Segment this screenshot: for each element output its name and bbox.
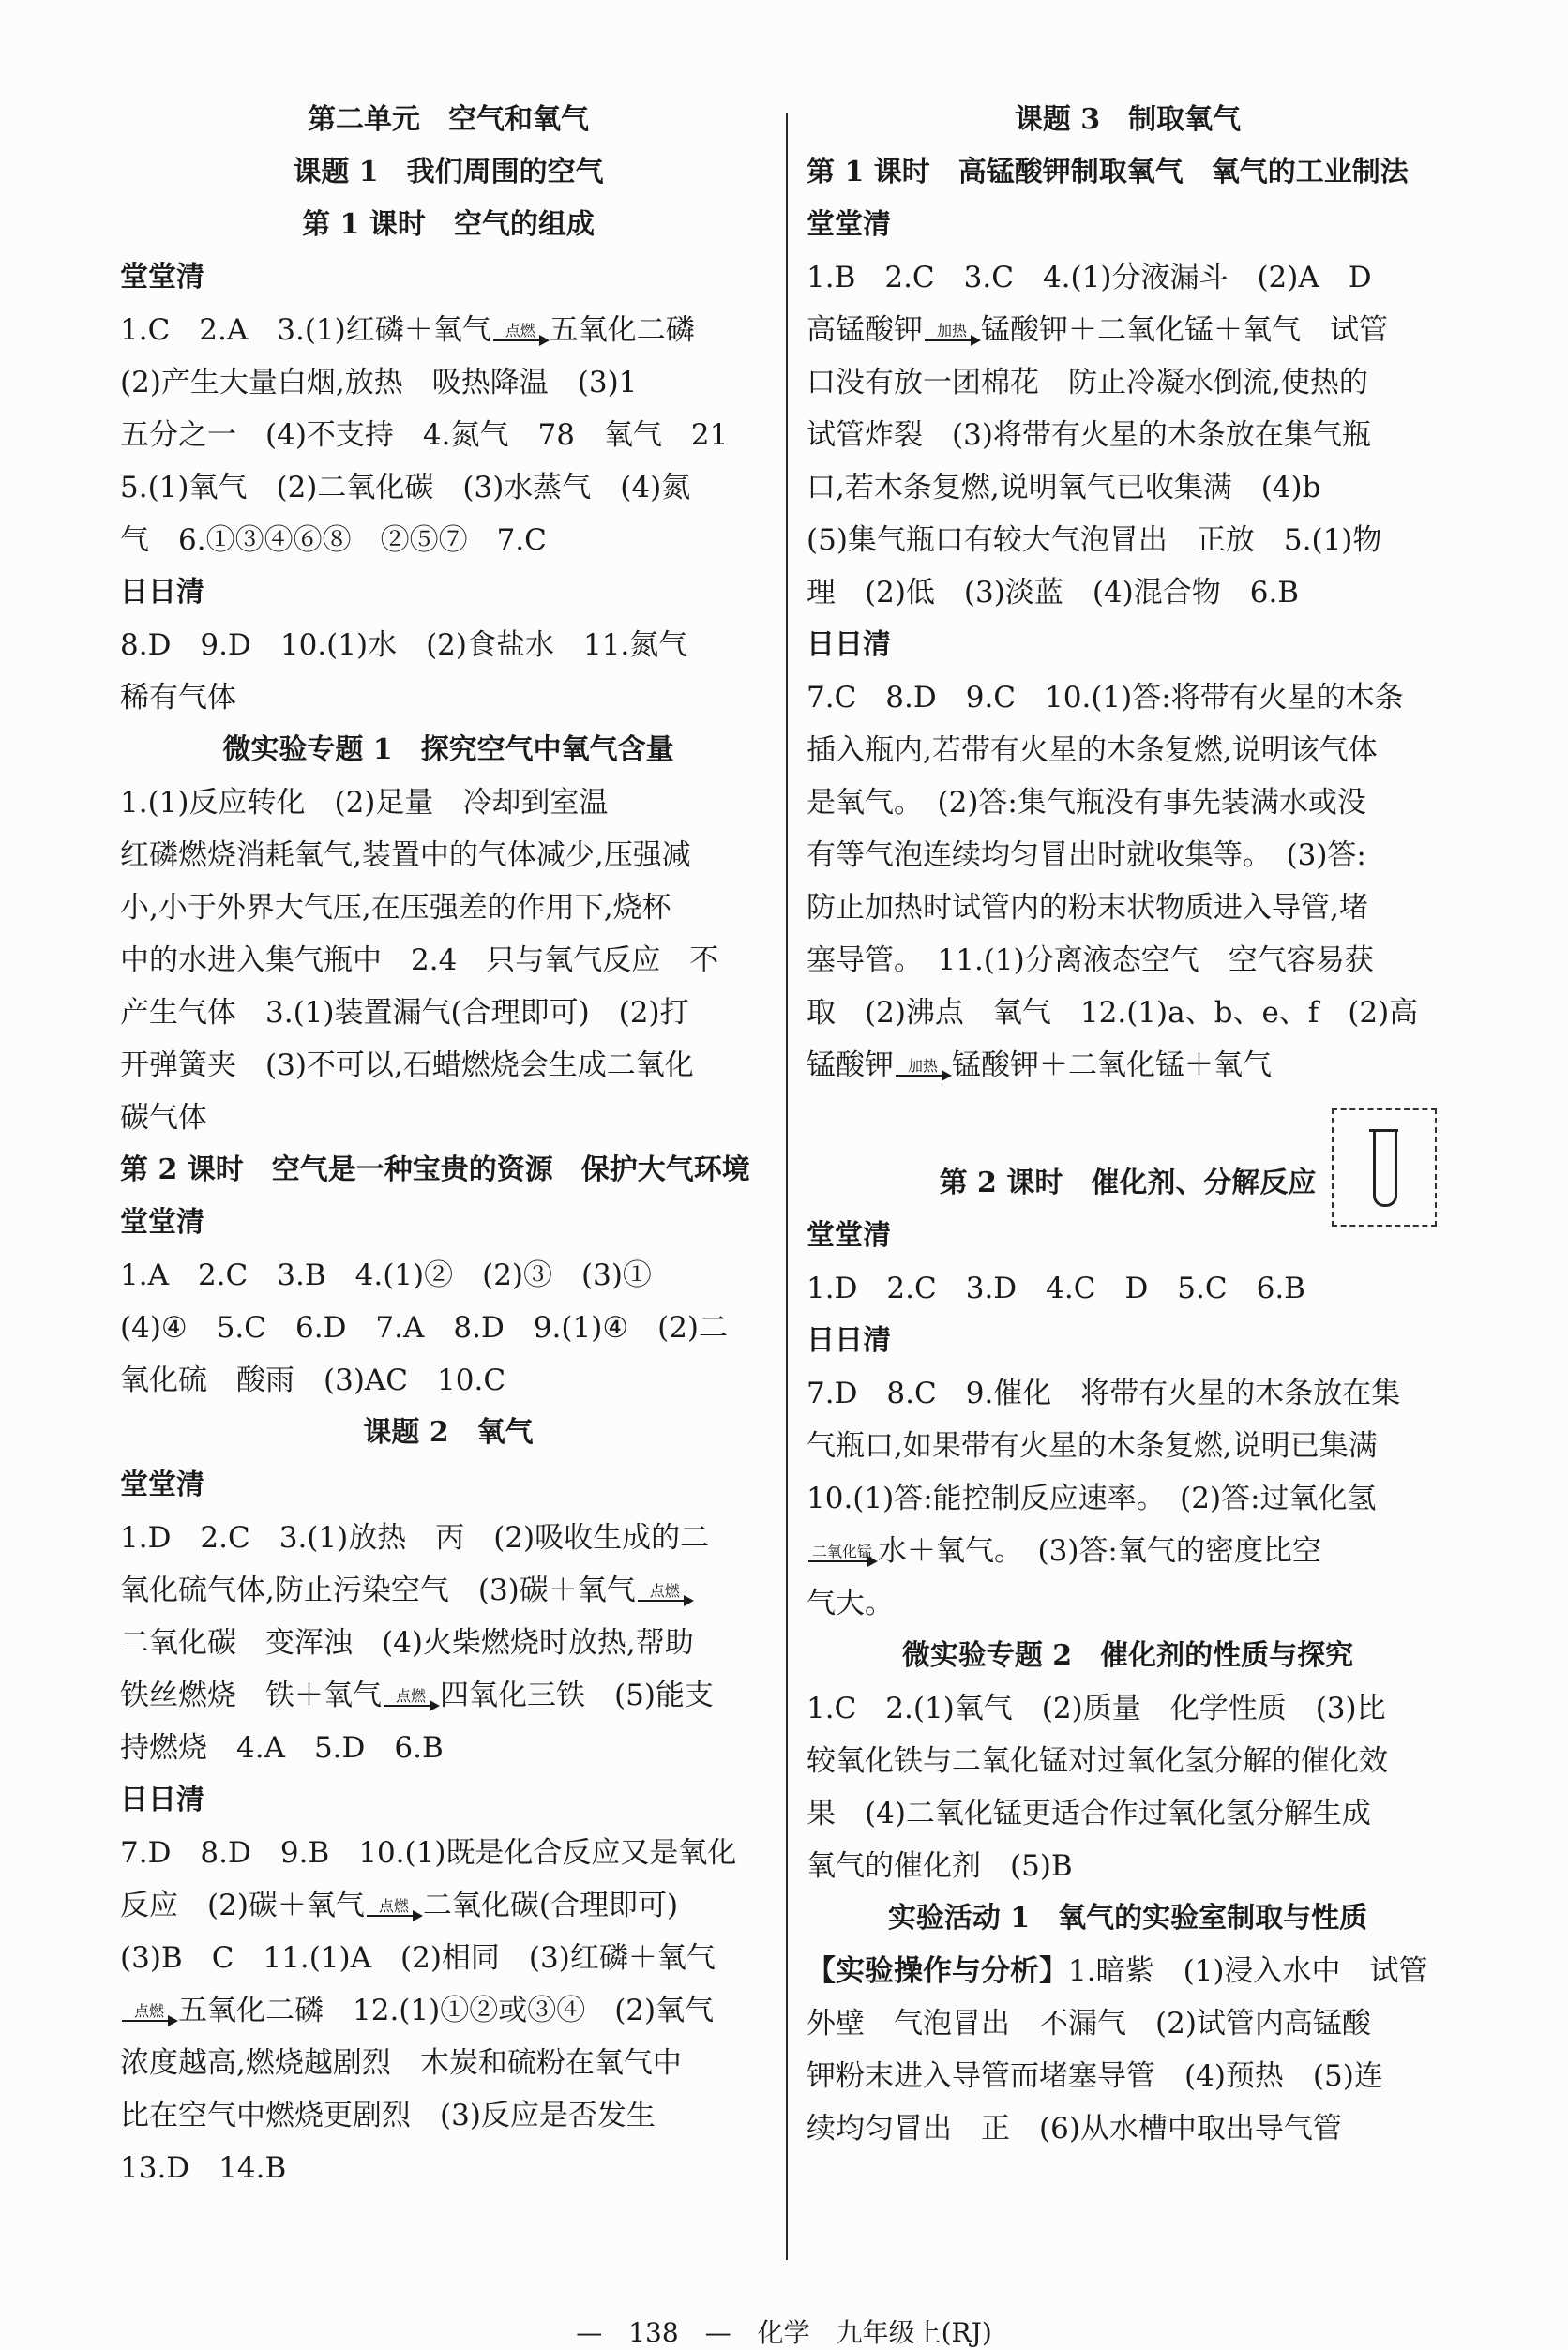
answer-line: 10.(1)答:能控制反应速率。 (2)答:过氧化氢 (807, 1482, 1377, 1515)
answer-line: 取 (2)沸点 氧气 12.(1)a、b、e、f (2)高 (807, 996, 1419, 1030)
answer-line: 试管炸裂 (3)将带有火星的木条放在集气瓶 (807, 418, 1371, 452)
answer-line: 果 (4)二氧化锰更适合作过氧化氢分解生成 (807, 1797, 1371, 1830)
answer-line: 点燃 五氧化二磷 12.(1)①②或③④ (2)氧气 (120, 1984, 776, 2037)
answer-line: 塞导管。 11.(1)分离液态空气 空气容易获 (807, 943, 1374, 977)
topic3-title: 课题 3 制取氧气 (1014, 103, 1242, 136)
activity1-title: 实验活动 1 氧气的实验室制取与性质 (887, 1902, 1368, 1935)
answer-line: 氧化硫气体,防止污染空气 (3)碳＋氧气 点燃 (120, 1564, 776, 1617)
answer-line: 续均匀冒出 正 (6)从水槽中取出导气管 (807, 2112, 1342, 2146)
reaction-arrow: 点燃 (638, 1583, 692, 1617)
answer-line: 1.A 2.C 3.B 4.(1)② (2)③ (3)① (120, 1258, 652, 1292)
answer-line: 二氧化锰 水＋氧气。 (3)答:氧气的密度比空 (807, 1525, 1449, 1577)
reaction-arrow: 加热 (925, 323, 979, 356)
answer-line: 小,小于外界大气压,在压强差的作用下,烧杯 (120, 891, 671, 925)
answer-line: 氧气的催化剂 (5)B (807, 1849, 1073, 1883)
answer-line: 浓度越高,燃烧越剧烈 木炭和硫粉在氧气中 (120, 2046, 682, 2080)
answer-line: 比在空气中燃烧更剧烈 (3)反应是否发生 (120, 2099, 656, 2132)
answer-line: 防止加热时试管内的粉末状物质进入导管,堵 (807, 891, 1368, 925)
answer-line: 碳气体 (120, 1101, 207, 1135)
answer-line: 中的水进入集气瓶中 2.4 只与氧气反应 不 (120, 943, 719, 977)
answer-line: 口,若木条复燃,说明氧气已收集满 (4)b (807, 471, 1321, 505)
answer-line: 1.D 2.C 3.(1)放热 丙 (2)吸收生成的二 (120, 1521, 710, 1555)
answer-line: 1.C 2.(1)氧气 (2)质量 化学性质 (3)比 (807, 1692, 1386, 1725)
experiment1-title: 微实验专题 1 探究空气中氧气含量 (222, 733, 674, 766)
section-ririqing: 日日清 (807, 1324, 891, 1357)
section-tangtangqing: 堂堂清 (807, 208, 891, 241)
topic1-title: 课题 1 我们周围的空气 (293, 156, 604, 188)
answer-line: 气瓶口,如果带有火星的木条复燃,说明已集满 (807, 1429, 1378, 1463)
reaction-arrow: 点燃 (367, 1898, 421, 1932)
answer-line: 较氧化铁与二氧化锰对过氧化氢分解的催化效 (807, 1744, 1388, 1778)
section-tangtangqing: 堂堂清 (120, 1469, 204, 1501)
reaction-arrow: 点燃 (493, 323, 548, 356)
answer-line: 开弹簧夹 (3)不可以,石蜡燃烧会生成二氧化 (120, 1048, 694, 1082)
section-ririqing: 日日清 (807, 628, 891, 661)
answer-line: 【实验操作与分析】1.暗紫 (1)浸入水中 试管 (807, 1954, 1428, 1988)
test-tube-diagram (1332, 1108, 1437, 1227)
answer-line: 五分之一 (4)不支持 4.氮气 78 氧气 21 (120, 418, 729, 452)
reaction-arrow: 点燃 (384, 1688, 438, 1722)
answer-line: 1.(1)反应转化 (2)足量 冷却到室温 (120, 786, 609, 820)
test-tube-icon (1373, 1131, 1397, 1207)
page-footer: — 138 — 化学 九年级上(RJ) (576, 2317, 992, 2348)
answer-line: 产生气体 3.(1)装置漏气(合理即可) (2)打 (120, 996, 689, 1030)
answer-line: 二氧化碳 变浑浊 (4)火柴燃烧时放热,帮助 (120, 1626, 694, 1660)
answer-line: 稀有气体 (120, 681, 236, 715)
reaction-arrow: 二氧化锰 (808, 1544, 876, 1577)
answer-line: (4)④ 5.C 6.D 7.A 8.D 9.(1)④ (2)二 (120, 1311, 729, 1345)
unit-title: 第二单元 空气和氧气 (308, 103, 589, 136)
answer-line: 铁丝燃烧 铁＋氧气 点燃 四氧化三铁 (5)能支 (120, 1669, 776, 1722)
reaction-arrow: 点燃 (122, 2003, 176, 2037)
answer-line: 13.D 14.B (120, 2151, 287, 2185)
answer-line: (3)B C 11.(1)A (2)相同 (3)红磷＋氧气 (120, 1941, 716, 1975)
lesson2-title: 第 2 课时 空气是一种宝贵的资源 保护大气环境 (120, 1153, 750, 1186)
answer-line: 持燃烧 4.A 5.D 6.B (120, 1731, 444, 1765)
answer-line: 7.D 8.C 9.催化 将带有火星的木条放在集 (807, 1377, 1401, 1410)
answer-line: 钾粉末进入导管而堵塞导管 (4)预热 (5)连 (807, 2059, 1383, 2093)
answer-line: 1.D 2.C 3.D 4.C D 5.C 6.B (807, 1272, 1305, 1305)
answer-line: 5.(1)氧气 (2)二氧化碳 (3)水蒸气 (4)氮 (120, 471, 691, 505)
answer-line: 7.D 8.D 9.B 10.(1)既是化合反应又是氧化 (120, 1836, 737, 1870)
answer-line: 反应 (2)碳＋氧气 点燃 二氧化碳(合理即可) (120, 1879, 776, 1932)
section-ririqing: 日日清 (120, 576, 204, 609)
topic2-title: 课题 2 氧气 (363, 1416, 534, 1449)
answer-line: 插入瓶内,若带有火星的木条复燃,说明该气体 (807, 733, 1378, 767)
lesson2-title: 第 2 课时 催化剂、分解反应 (939, 1167, 1317, 1199)
answer-line: 1.C 2.A 3.(1)红磷＋氧气 点燃 五氧化二磷 (120, 304, 776, 356)
section-tangtangqing: 堂堂清 (120, 1206, 204, 1239)
column-divider (786, 113, 788, 2260)
answer-line: 口没有放一团棉花 防止冷凝水倒流,使热的 (807, 366, 1368, 399)
answer-line: 有等气泡连续均匀冒出时就收集等。 (3)答: (807, 838, 1366, 872)
answer-line: 7.C 8.D 9.C 10.(1)答:将带有火星的木条 (807, 681, 1404, 715)
answer-line: 氧化硫 酸雨 (3)AC 10.C (120, 1363, 506, 1397)
answer-line: 是氧气。 (2)答:集气瓶没有事先装满水或没 (807, 786, 1366, 820)
experiment2-title: 微实验专题 2 催化剂的性质与探究 (901, 1639, 1354, 1672)
section-tangtangqing: 堂堂清 (120, 261, 204, 294)
answer-line: 气 6.①③④⑥⑧ ②⑤⑦ 7.C (120, 523, 547, 557)
section-tangtangqing: 堂堂清 (807, 1219, 891, 1252)
answer-line: 高锰酸钾 加热 锰酸钾＋二氧化锰＋氧气 试管 (807, 304, 1449, 356)
left-column (120, 94, 776, 2194)
answer-line: 外壁 气泡冒出 不漏气 (2)试管内高锰酸 (807, 2007, 1371, 2041)
answer-line: 气大。 (807, 1587, 894, 1620)
answer-line: (5)集气瓶口有较大气泡冒出 正放 5.(1)物 (807, 523, 1382, 557)
section-ririqing: 日日清 (120, 1784, 204, 1816)
answer-line: 8.D 9.D 10.(1)水 (2)食盐水 11.氮气 (120, 628, 688, 662)
answer-line: 锰酸钾 加热 锰酸钾＋二氧化锰＋氧气 (807, 1039, 1449, 1092)
reaction-arrow: 加热 (896, 1058, 950, 1092)
answer-line: 1.B 2.C 3.C 4.(1)分液漏斗 (2)A D (807, 261, 1372, 294)
answer-line: (2)产生大量白烟,放热 吸热降温 (3)1 (120, 366, 638, 399)
lesson1-title: 第 1 课时 空气的组成 (302, 208, 595, 241)
lesson1-title: 第 1 课时 高锰酸钾制取氧气 氧气的工业制法 (807, 156, 1409, 188)
answer-line: 理 (2)低 (3)淡蓝 (4)混合物 6.B (807, 576, 1300, 610)
answer-line: 红磷燃烧消耗氧气,装置中的气体减少,压强减 (120, 838, 691, 872)
